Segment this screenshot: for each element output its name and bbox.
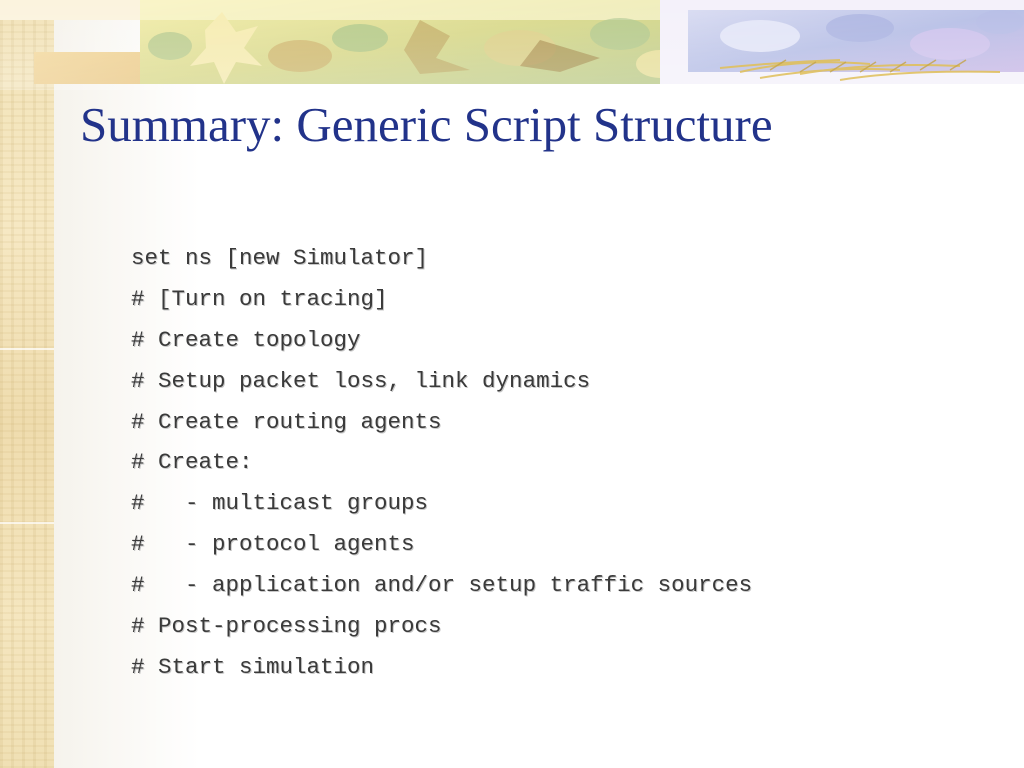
strip-seam (0, 348, 54, 350)
code-listing (131, 238, 752, 688)
code-line: # Setup packet loss, link dynamics (131, 367, 591, 394)
slide-title: Summary: Generic Script Structure (80, 97, 773, 152)
code-line: set ns [new Simulator] (131, 245, 429, 271)
code-line: # Create topology (131, 326, 361, 353)
code-line: # Create routing agents (131, 408, 442, 435)
strip-seam (0, 522, 54, 524)
code-line: # Create: (131, 449, 253, 476)
banner-artwork (0, 0, 1024, 90)
code-line: # Post-processing procs (131, 613, 442, 640)
code-line: # - protocol agents (131, 531, 415, 558)
left-parchment-strip (0, 0, 54, 768)
decorative-banner (0, 0, 1024, 90)
code-line: # [Turn on tracing] (131, 285, 388, 312)
code-line: # - multicast groups (131, 490, 429, 517)
code-line: # Start simulation (131, 653, 375, 680)
code-line: # - application and/or setup traffic sources (131, 572, 753, 599)
